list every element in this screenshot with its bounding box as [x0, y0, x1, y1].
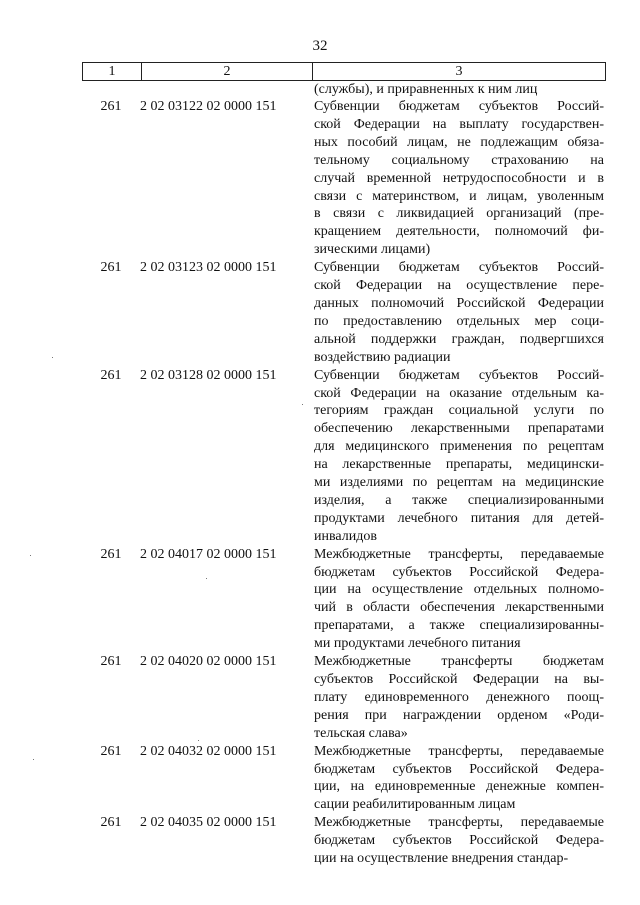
page-number: 32 [312, 38, 328, 54]
continuation-text: (службы), и приравненных к ним лиц [314, 82, 538, 97]
budget-code-cell: 2 02 03128 02 0000 151 [140, 367, 277, 383]
description-line: воздействию радиации [314, 349, 451, 365]
table-row [82, 367, 606, 546]
admin-code-cell: 261 [100, 260, 122, 276]
admin-code-cell: 261 [100, 654, 122, 670]
budget-classification-table [82, 62, 606, 868]
description-line: зическими лицами) [314, 242, 431, 258]
header-col-2: 2 [142, 63, 313, 80]
description-line: рения при награждении орденом «Роди- [314, 707, 604, 723]
description-line: бюджетам субъектов Российской Федера- [314, 564, 604, 580]
description-cell [314, 98, 604, 259]
description-line: ции на осуществление внедрения стандар- [314, 851, 569, 867]
table-row [82, 98, 606, 259]
description-line: ми продуктами лечебного питания [314, 636, 521, 652]
description-line: ции, на единовременные денежные компен- [314, 779, 604, 795]
description-cell [314, 743, 604, 815]
description-line: сации реабилитированным лицам [314, 797, 516, 813]
admin-code-cell: 261 [100, 815, 122, 831]
description-line: тельская слава» [314, 725, 408, 741]
budget-code-cell: 2 02 03123 02 0000 151 [140, 260, 277, 276]
description-line: ных пособий лицам, не подлежащим обяза- [314, 134, 604, 150]
admin-code-cell: 261 [100, 743, 122, 759]
description-line: обеспечению лекарственными препаратами [314, 421, 604, 437]
header-col-1: 1 [83, 63, 142, 80]
table-header-row [82, 62, 606, 81]
description-line: Межбюджетные трансферты, передаваемые [314, 743, 604, 759]
budget-code-cell: 2 02 04020 02 0000 151 [140, 654, 277, 670]
description-line: ской Федерации на выплату государствен- [314, 116, 604, 132]
table-row [82, 653, 606, 743]
description-line: ми изделиями по рецептам на медицинские [314, 475, 604, 491]
description-line: в связи с ликвидацией организаций (пре- [314, 206, 604, 222]
description-line: субъектов Российской Федерации на вы- [314, 672, 604, 687]
description-cell [314, 259, 604, 366]
description-line: на лекарственные препараты, медицински- [314, 457, 604, 473]
description-line: бюджетам субъектов Российской Федера- [314, 761, 604, 777]
description-line: по предоставлению отдельных мер соци- [314, 313, 604, 329]
description-line: ской Федерации на оказание отдельным ка- [314, 385, 604, 401]
description-line: данных полномочий Российской Федерации [314, 295, 604, 311]
admin-code-cell: 261 [100, 367, 122, 383]
description-line: тегориям граждан социальной услуги по [314, 403, 604, 419]
description-line: Межбюджетные трансферты, передаваемые [314, 546, 604, 562]
description-line: Субвенции бюджетам субъектов Россий- [314, 260, 604, 276]
description-line: Межбюджетные трансферты, передаваемые [314, 815, 604, 831]
table-row [82, 743, 606, 815]
description-line: Субвенции бюджетам субъектов Россий- [314, 367, 604, 383]
description-cell [314, 367, 604, 546]
admin-code-cell: 261 [100, 99, 122, 114]
description-line: альной поддержки граждан, подвергшихся [314, 331, 604, 347]
description-line: изделия, а также специализированными [314, 492, 604, 508]
table-row [82, 546, 606, 653]
table-row [82, 259, 606, 366]
description-cell [314, 653, 604, 743]
description-line: инвалидов [314, 528, 377, 544]
description-line: продуктами лечебного питания для детей- [314, 510, 604, 526]
description-line: препаратами, а также специализированны- [314, 618, 604, 634]
description-line: ской Федерации на осуществление пере- [314, 278, 604, 294]
table-row [82, 814, 606, 868]
description-cell [314, 546, 604, 653]
description-line: Межбюджетные трансферты бюджетам [314, 654, 604, 670]
description-line: кращением деятельности, полномочий фи- [314, 224, 604, 240]
admin-code-cell: 261 [100, 546, 122, 562]
description-cell [314, 814, 604, 868]
description-line: чий в области обеспечения лекарственными [314, 600, 604, 616]
description-line: тельному социальному страхованию на [314, 152, 604, 168]
budget-code-cell: 2 02 04017 02 0000 151 [140, 546, 277, 562]
description-line: связи с материнством, и лицам, уволенным [314, 188, 604, 204]
description-line: бюджетам субъектов Российской Федера- [314, 833, 604, 849]
table-body [82, 98, 606, 868]
description-line: плату единовременного денежного поощ- [314, 689, 604, 705]
description-line: для медицинского применения по рецептам [314, 439, 604, 455]
budget-code-cell: 2 02 04035 02 0000 151 [140, 815, 277, 831]
description-line: случай временной нетрудоспособности и в [314, 170, 604, 186]
description-line: Субвенции бюджетам субъектов Россий- [314, 99, 604, 114]
budget-code-cell: 2 02 04032 02 0000 151 [140, 743, 277, 759]
budget-code-cell: 2 02 03122 02 0000 151 [140, 99, 277, 114]
description-line: ции на осуществление отдельных полномо- [314, 582, 604, 598]
header-col-3: 3 [455, 64, 463, 79]
